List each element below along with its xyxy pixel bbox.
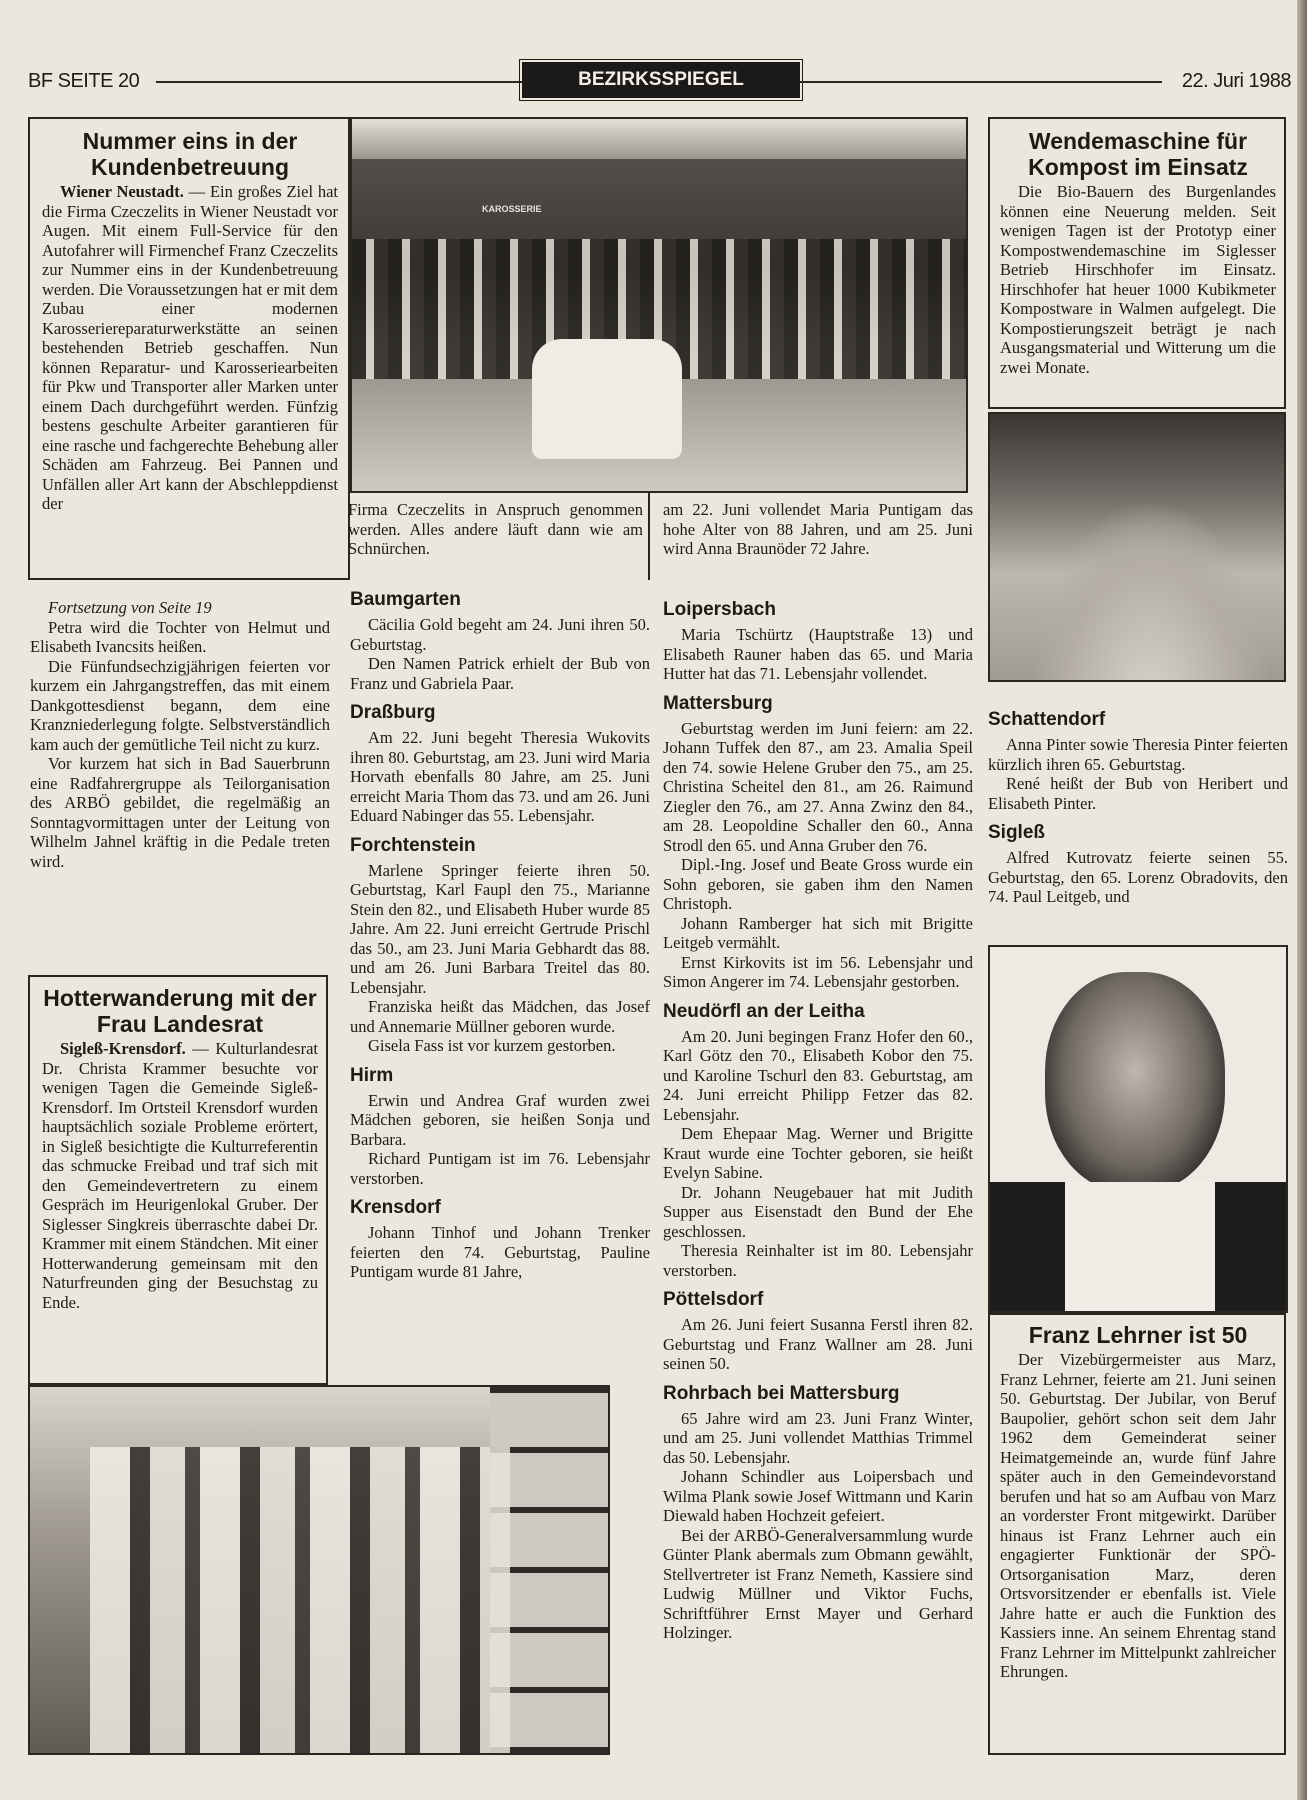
photo-compost-machine <box>988 412 1286 682</box>
locality-heading: Rohrbach bei Mattersburg <box>663 1382 900 1404</box>
portrait-suit <box>990 1182 1288 1313</box>
paragraph: Petra wird die Tochter von Helmut und Elisabeth Ivancsits heißen. <box>30 617 330 656</box>
paragraph: Gisela Fass ist vor kurzem gestorben. <box>368 1036 616 1055</box>
locality-heading: Neudörfl an der Leitha <box>663 1000 865 1022</box>
article-body: — Ein großes Ziel hat die Firma Czeczelits in Wiener Neustadt vor Augen. Mit einem Full-Service für den Autofahrer will Firmenchef Franz Czeczelits zur Nummer eins in der Kundenbetreuung werden. Die Voraussetzungen hat er mit dem Zubau einer modernen Karosseriereparaturwerkstätte an seinen bestehenden Betrieb geschaffen. Nun können Reparatur- und Karosseriearbeiten für Pkw und Transporter aller Marken unter einem Dach durchgeführt werden. Fünfzig bestens geschulte Arbeiter garantieren für eine rasche und fachgerechte Behebung aller Schäden am Fahrzeug. Bei Pannen und Unfällen aller Art kann der Abschleppdienst der <box>42 182 338 513</box>
article-body: — Kulturlandesrat Dr. Christa Krammer besuchte vor wenigen Tagen die Gemeinde Sigleß-Krensdorf. Im Ortsteil Krensdorf wurden hauptsächlich soziale Probleme erörtert, in Sigleß besichtigte die Kulturreferentin das schmucke Freibad und traf sich mit den Gemeindevertretern zu einem Gespräch im Heurigenlokal Gruber. Der Siglesser Singkreis überraschte dabei Dr. Krammer mit einem Ständchen. Mit einer Hotterwanderung gemeinsam mit den Naturfreunden ging der Besuchstag zu Ende. <box>42 1039 318 1312</box>
article-kundenbetreuung-text <box>42 128 338 514</box>
paragraph: Theresia Reinhalter ist im 80. Lebensjahr verstorben. <box>663 1241 973 1280</box>
paragraph: Marlene Springer feierte ihren 50. Geburtstag, Karl Faupl den 75., Marianne Stein den 82., und Elisabeth Huber wurde 85 Jahre. Am 22. Juni erreicht Gertrude Prischl das 50., am 23. Juni Maria Gebhardt das 88. und am 26. Juni Barbara Treitel das 80. Lebensjahr. <box>350 860 650 997</box>
headline: Hotterwanderung mit der Frau Landesrat <box>43 985 317 1037</box>
paragraph: Am 26. Juni feiert Susanna Ferstl ihren 82. Geburtstag und Franz Wallner am 28. Juni seinen 50. <box>663 1315 973 1373</box>
paragraph: Bei der ARBÖ-Generalversammlung wurde Günter Plank abermals zum Obmann gewählt, Stellvertreter ist Franz Nemeth, Kassiere sind Ludwig Müllner und Viktor Fuchs, Schriftführer Ernst Mayer und Gerhard Holzinger. <box>663 1525 973 1642</box>
paragraph: Dipl.-Ing. Josef und Beate Gross wurde ein Sohn geboren, sie gaben ihm den Namen Christoph. <box>663 855 973 913</box>
locality-heading: Forchtenstein <box>350 834 476 856</box>
dateline: Sigleß-Krensdorf. <box>60 1039 186 1058</box>
article-body: Die Bio-Bauern des Burgenlandes können eine Neuerung melden. Seit wenigen Tagen ist der Prototyp einer Kompostwendemaschine im Siglesser Betrieb Hirschhofer im Einsatz. Hirschhofer hat heuer 1000 Kubikmeter Kompostware in Walmen aufgelegt. Die Kompostierungszeit beträgt je nach Ausgangsmaterial und Witterung um die zwei Monate. <box>1000 182 1276 377</box>
paragraph: 65 Jahre wird am 23. Juni Franz Winter, und am 25. Juni vollendet Matthias Trimmel das 50. Lebensjahr. <box>663 1408 973 1467</box>
continuation-text: Firma Czeczelits in Anspruch genommen werden. Alles andere läuft dann wie am Schnürchen. <box>348 500 643 558</box>
paragraph: Anna Pinter sowie Theresia Pinter feierten kürzlich ihren 65. Geburtstag. <box>988 735 1288 774</box>
photo-roof <box>352 119 966 159</box>
col3-top-text <box>663 500 973 559</box>
paragraph: Den Namen Patrick erhielt der Bub von Franz und Gabriela Paar. <box>350 654 650 693</box>
dateline: Wiener Neustadt. <box>60 182 184 201</box>
column-3-news <box>663 598 973 1643</box>
header-rule-right <box>800 81 1162 83</box>
locality-heading: Mattersburg <box>663 692 773 714</box>
paragraph: Die Fünfundsechzigjährigen feierten vor kurzem ein Jahrgangstreffen, das mit einem Dankgottesdienst begann, dem eine Kranzniederlegung folgte. Selbstverständlich kam auch der gemütliche Teil nicht zu kurz. <box>30 656 330 754</box>
headline: Nummer eins in der Kundenbetreuung <box>82 128 298 180</box>
paragraph: Vor kurzem hat sich in Bad Sauerbrunn eine Radfahrergruppe als Teilorganisation des ARBÖ gebildet, die regelmäßig an Sonntagvormittagen unter der Leitung von Wilhelm Jahnel kräftig in die Pedale treten wird. <box>30 754 330 871</box>
section-title: BEZIRKSSPIEGEL <box>522 62 800 98</box>
column-2-news <box>350 588 650 1282</box>
paragraph: Johann Ramberger hat sich mit Brigitte Leitgeb vermählt. <box>663 913 973 952</box>
headline: Franz Lehrner ist 50 <box>1028 1322 1248 1348</box>
locality-heading: Loipersbach <box>663 599 776 620</box>
article-franz-lehrner-text <box>1000 1322 1276 1682</box>
paragraph: Ernst Kirkovits ist im 56. Lebensjahr und Simon Angerer im 74. Lebensjahr gestorben. <box>663 952 973 991</box>
photo-compost-heap <box>1030 504 1270 682</box>
article-hotterwanderung-text <box>42 985 318 1312</box>
continued-from-label: Fortsetzung von Seite 19 <box>48 598 212 617</box>
paragraph: Am 22. Juni begeht Theresia Wukovits ihren 80. Geburtstag, am 23. Juni wird Maria Horvath ebenfalls 80 Jahre, am 25. Juni erreicht Maria Thom das 73. und am 26. Juni Eduard Nabinger das 55. Lebensjahr. <box>350 728 650 825</box>
paragraph: Geburtstag werden im Juni feiern: am 22. Johann Tuffek den 87., am 23. Amalia Speil den 74. sowie Helene Gruber den 75., am 25. Christina Scheitel den 81., am 26. Raimund Ziegler den 76., am 27. Anna Zwinz den 84., am 28. Leopoldine Schaller den 60., Anna Strodl den 65. und Anna Gruber den 76. <box>663 718 973 855</box>
paragraph: Erwin und Andrea Graf wurden zwei Mädchen geboren, sie heißen Sonja und Barbara. <box>350 1090 650 1149</box>
paragraph: am 22. Juni vollendet Maria Puntigam das hohe Alter von 88 Jahren, und am 25. Juni wird Anna Braunöder 72 Jahre. <box>663 500 973 558</box>
paragraph: Am 20. Juni begingen Franz Hofer den 60., Karl Götz den 70., Elisabeth Kobor den 75. und Karoline Tschurl den 83. Geburtstag, am 24. Juni erreicht Philipp Fetzer das 82. Lebensjahr. <box>663 1026 973 1124</box>
column-1-news <box>30 598 330 871</box>
article-body: Der Vizebürgermeister aus Marz, Franz Lehrner, feierte am 21. Juni seinen 50. Geburtstag. Der Jubilar, von Beruf Baupolier, gehört schon seit dem Jahr 1962 dem Gemeinderat seiner Heimatgemeinde an, wurde fünf Jahre später auch in den Gemeindevorstand berufen und hat so am Aufbau von Marz an vorderster Front mitgewirkt. Darüber hinaus ist Franz Lehrner auch ein engagierter Funktionär der SPÖ-Ortsorganisation Marz, deren Ortsvorsitzender er ebenfalls ist. Viele Jahre hatte er auch die Funktion des Kassiers inne. An seinem Ehrentag stand Franz Lehrner im Mittelpunkt zahlreicher Ehrungen. <box>1000 1350 1276 1681</box>
locality-heading: Pöttelsdorf <box>663 1289 764 1310</box>
article-kundenbetreuung-continued <box>348 500 643 559</box>
photo-group-people <box>90 1447 510 1755</box>
header-rule-left <box>156 81 522 83</box>
photo-landesrat-visit <box>28 1385 610 1755</box>
issue-date: 22. Juri 1988 <box>1181 70 1291 92</box>
paragraph: Franziska heißt das Mädchen, das Josef und Annemarie Müllner geboren wurde. <box>350 997 650 1036</box>
column-rule <box>648 493 650 580</box>
paragraph: Johann Tinhof und Johann Trenker feierten den 74. Geburtstag, Pauline Puntigam wurde 81 Jahre, <box>350 1223 650 1281</box>
portrait-head <box>1045 972 1225 1192</box>
headline: Wendemaschine für Kompost im Einsatz <box>1028 128 1248 180</box>
paragraph: Dr. Johann Neugebauer hat mit Judith Supper aus Eisenstadt den Bund der Ehe geschlossen. <box>663 1182 973 1241</box>
paragraph: Alfred Kutrovatz feierte seinen 55. Geburtstag, den 65. Lorenz Obradovits, den 74. Paul Leitgeb, und <box>988 848 1288 906</box>
locality-heading: Sigleß <box>988 822 1046 843</box>
paragraph: Cäcilia Gold begeht am 24. Juni ihren 50. Geburtstag. <box>350 615 650 654</box>
locality-heading: Schattendorf <box>988 709 1106 730</box>
paragraph: Johann Schindler aus Loipersbach und Wilma Plank sowie Josef Wittmann und Karin Diewald haben Hochzeit gefeiert. <box>663 1467 973 1525</box>
column-4-news <box>988 708 1288 907</box>
locality-heading: Baumgarten <box>350 589 461 610</box>
photo-race-car <box>532 339 682 459</box>
paragraph: Dem Ehepaar Mag. Werner und Brigitte Kraut wurde eine Tochter geboren, sie heißt Evelyn Sabine. <box>663 1124 973 1182</box>
page-number: BF SEITE 20 <box>28 70 140 92</box>
locality-heading: Hirm <box>350 1064 394 1086</box>
photo-sign: KAROSSERIE <box>482 204 542 214</box>
article-wendemaschine-text <box>1000 128 1276 377</box>
page-edge-shadow <box>1297 0 1307 1800</box>
photo-czeczelits-team <box>350 117 968 493</box>
locality-heading: Draßburg <box>350 702 436 723</box>
photo-franz-lehrner-portrait <box>988 945 1288 1313</box>
paragraph: René heißt der Bub von Heribert und Elisabeth Pinter. <box>988 774 1288 813</box>
paragraph: Richard Puntigam ist im 76. Lebensjahr verstorben. <box>350 1149 650 1188</box>
locality-heading: Krensdorf <box>350 1197 441 1218</box>
paragraph: Maria Tschürtz (Hauptstraße 13) und Elisabeth Rauner haben das 65. und Maria Hutter hat das 71. Lebensjahr vollendet. <box>663 625 973 683</box>
